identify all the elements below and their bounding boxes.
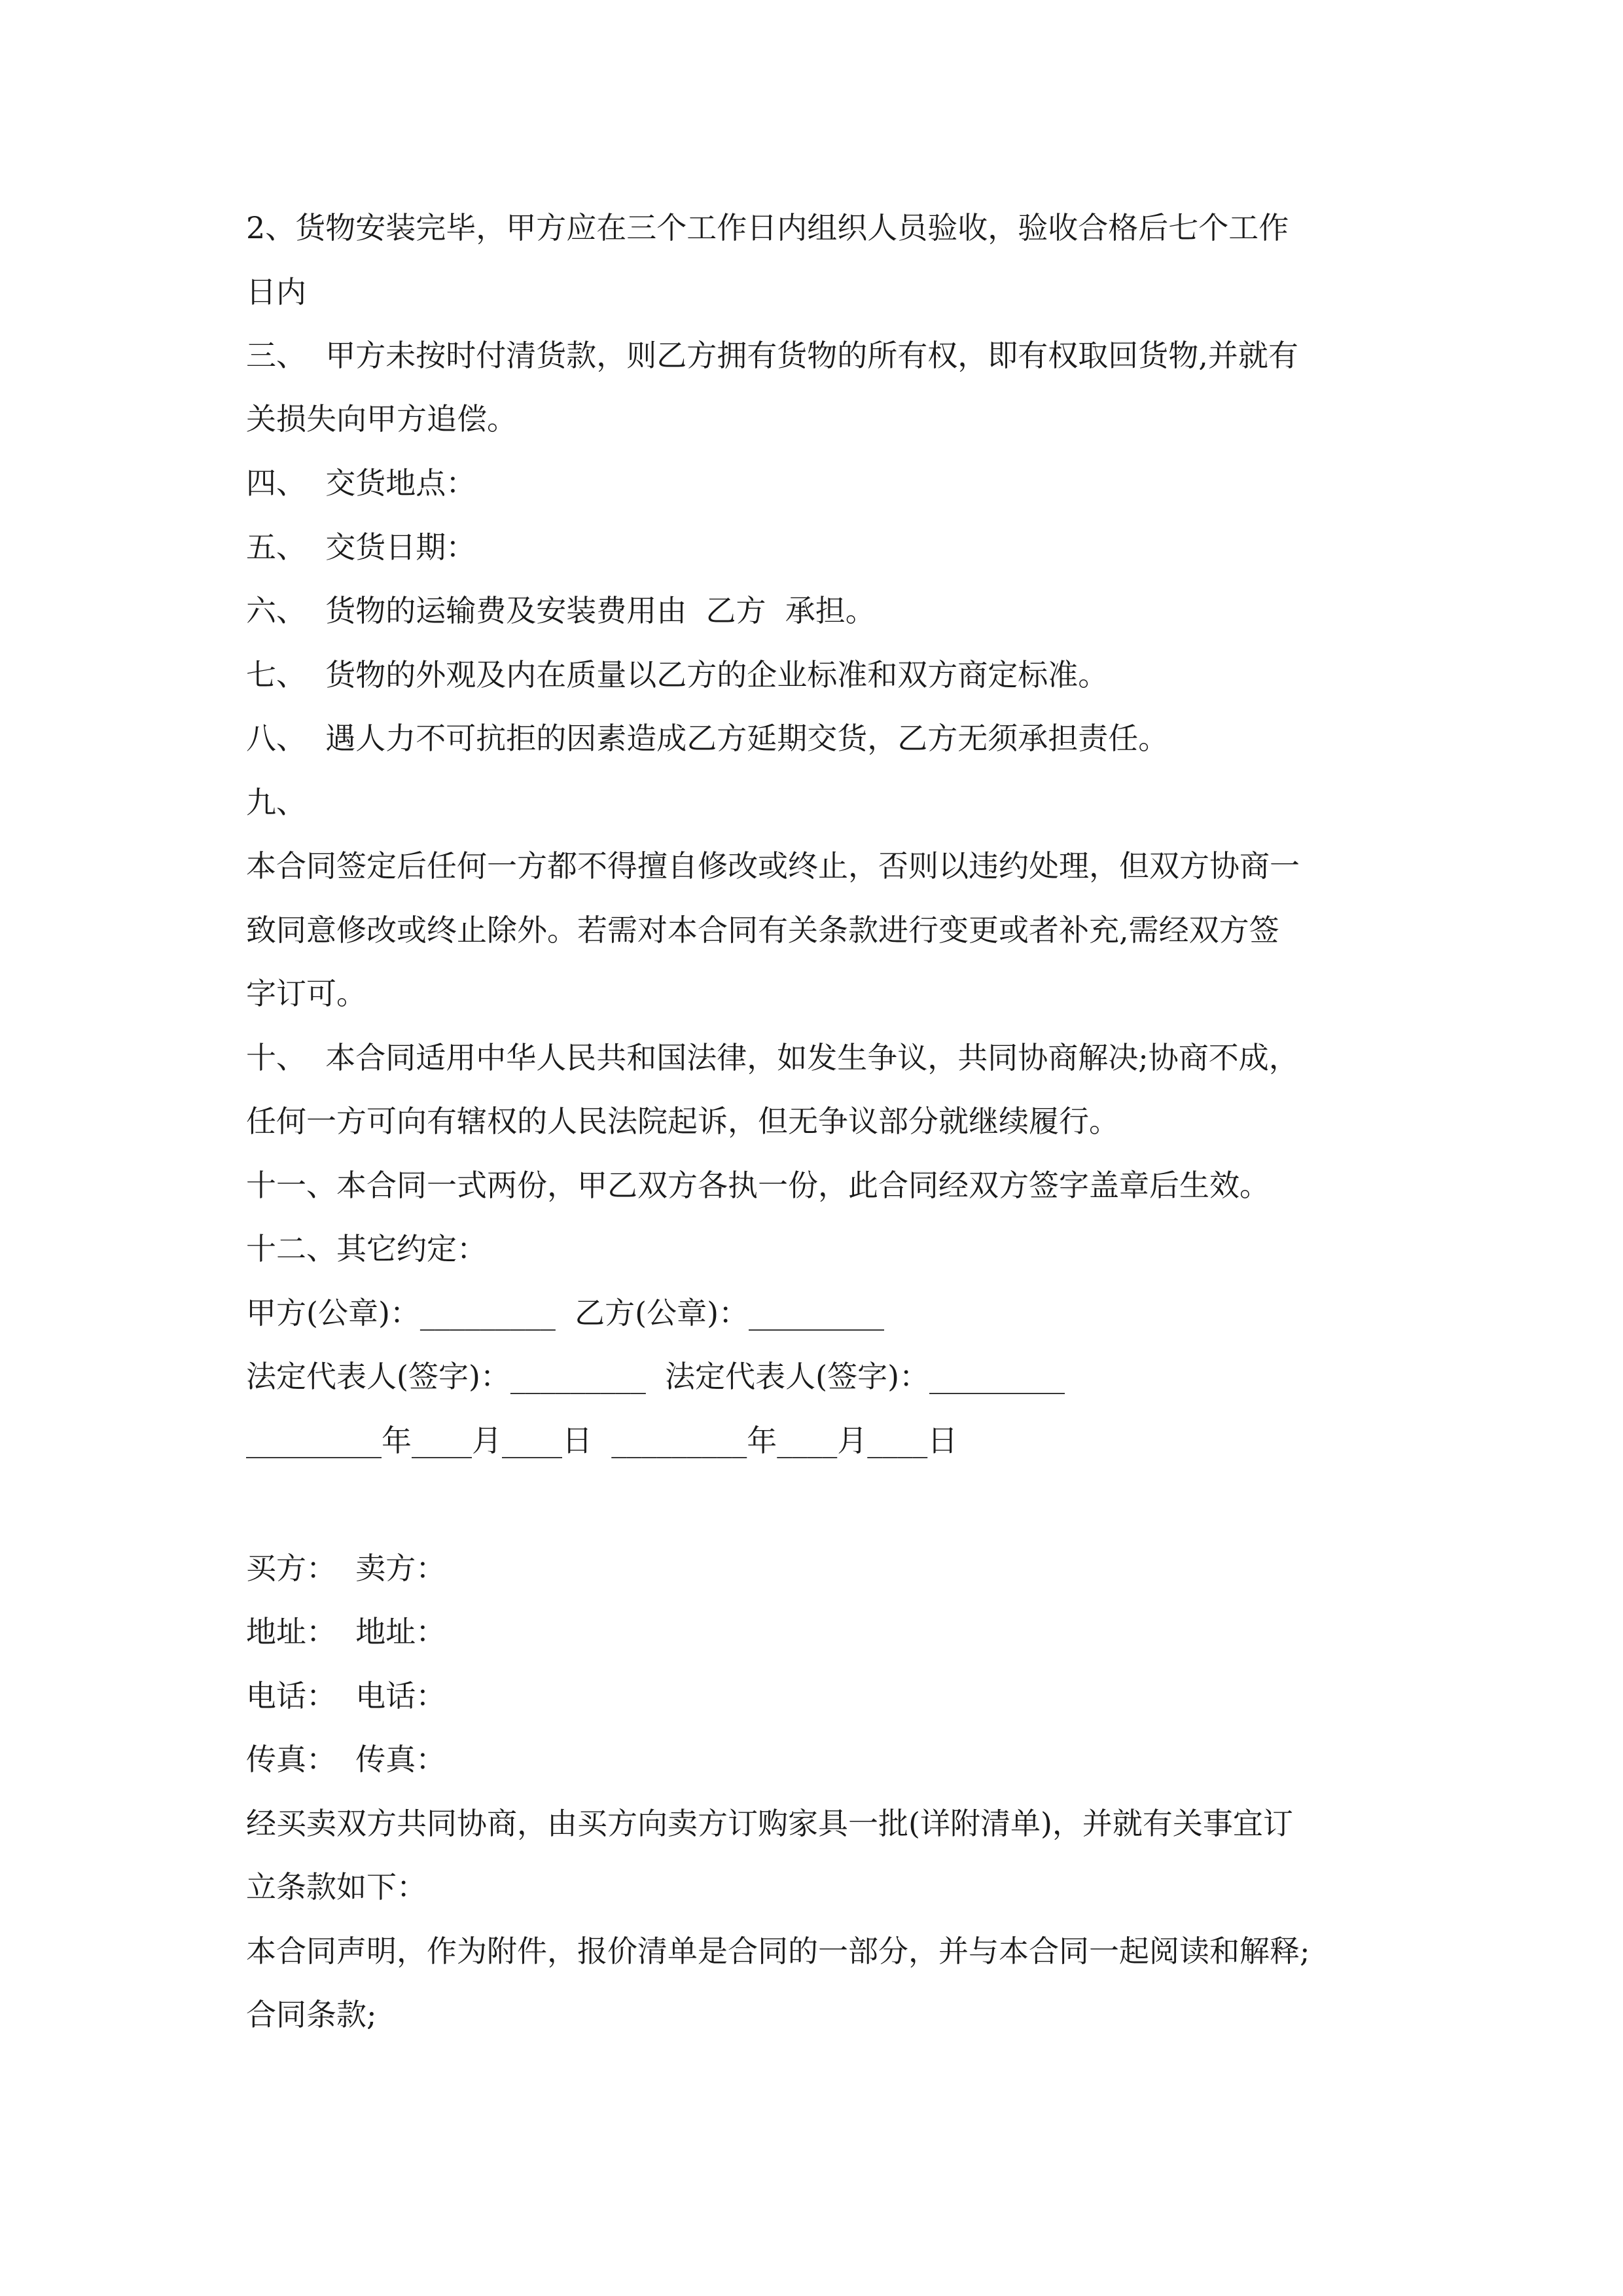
text-line: 四、 交货地点：	[246, 465, 476, 501]
text-line: 字订可。	[246, 976, 366, 1011]
text-line: 任何一方可向有辖权的人民法院起诉，但无争议部分就继续履行。	[246, 1103, 1119, 1139]
signature-line: 甲方(公章)：_________ 乙方(公章)：_________	[246, 1295, 885, 1331]
text-line: 十二、其它约定：	[246, 1231, 487, 1266]
text-line: 经买卖双方共同协商，由买方向卖方订购家具一批(详附清单)，并就有关事宜订	[246, 1806, 1293, 1841]
text-line: 合同条款;	[246, 1997, 377, 2032]
text-line: 十、 本合同适用中华人民共和国法律，如发生争议，共同协商解决;协商不成，	[246, 1040, 1299, 1075]
date-line: _________年____月____日 _________年____月____日	[246, 1423, 958, 1458]
text-line: 五、 交货日期：	[246, 529, 476, 565]
text-line: 本合同签定后任何一方都不得擅自修改或终止，否则以违约处理，但双方协商一	[246, 848, 1300, 884]
signature-line: 法定代表人(签字)：_________ 法定代表人(签字)：_________	[246, 1359, 1065, 1394]
text-line: 八、 遇人力不可抗拒的因素造成乙方延期交货，乙方无须承担责任。	[246, 721, 1169, 756]
text-line: 本合同声明，作为附件，报价清单是合同的一部分，并与本合同一起阅读和解释;	[246, 1933, 1310, 1969]
text-line: 七、 货物的外观及内在质量以乙方的企业标准和双方商定标准。	[246, 657, 1109, 692]
text-line: 六、 货物的运输费及安装费用由 乙方 承担。	[246, 593, 876, 628]
party-line: 传真： 传真：	[246, 1742, 446, 1777]
text-line: 日内	[246, 274, 306, 310]
text-line: 2、货物安装完毕，甲方应在三个工作日内组织人员验收，验收合格后七个工作	[246, 210, 1289, 245]
text-line: 致同意修改或终止除外。若需对本合同有关条款进行变更或者补充,需经双方签	[246, 912, 1279, 948]
text-line: 十一、本合同一式两份，甲乙双方各执一份，此合同经双方签字盖章后生效。	[246, 1168, 1270, 1203]
party-line: 电话： 电话：	[246, 1678, 446, 1713]
text-line: 九、	[246, 785, 306, 820]
text-line: 立条款如下：	[246, 1869, 427, 1905]
party-line: 地址： 地址：	[246, 1614, 446, 1649]
party-line: 买方： 卖方：	[246, 1551, 446, 1586]
text-line: 关损失向甲方追偿。	[246, 401, 517, 437]
text-line: 三、 甲方未按时付清货款，则乙方拥有货物的所有权，即有权取回货物,并就有	[246, 338, 1298, 373]
